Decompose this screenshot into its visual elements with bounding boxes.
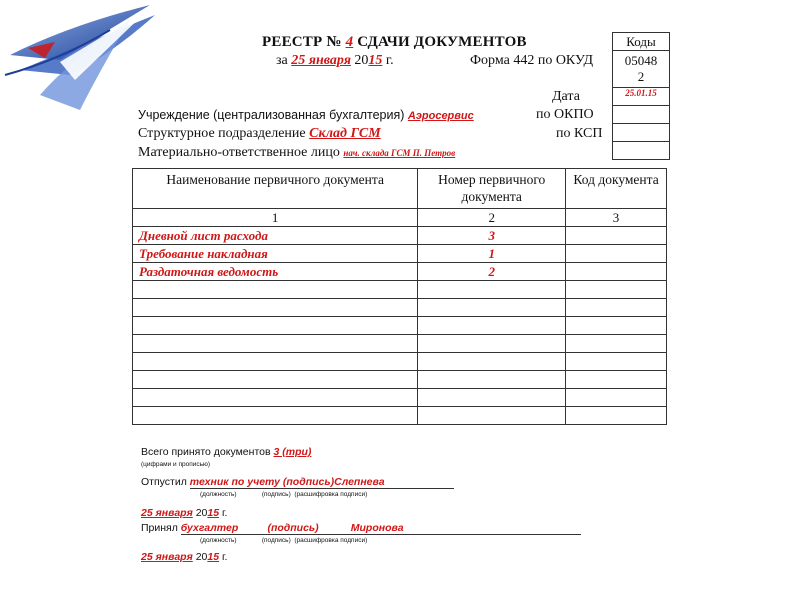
register-number: 4 <box>345 34 354 50</box>
date-code: 25.01.15 <box>613 88 670 106</box>
document-code-cell <box>566 371 667 389</box>
document-number-cell <box>418 299 566 317</box>
okpo-code <box>613 106 670 124</box>
accepted-value: бухгалтер (подпись) Миронова <box>181 522 581 535</box>
released-line: Отпустил техник по учету (подпись)Слепнева <box>141 476 454 489</box>
document-code-cell <box>566 335 667 353</box>
total-hint: (цифрами и прописью) <box>141 461 211 468</box>
ksp-label: по КСП <box>556 126 603 141</box>
document-name-cell: Дневной лист расхода <box>133 227 418 245</box>
document-number-cell <box>418 371 566 389</box>
table-row <box>133 407 667 425</box>
column-index-row: 1 2 3 <box>133 209 667 227</box>
column-header-number: Номер первичного документа <box>418 169 566 209</box>
document-name-cell <box>133 353 418 371</box>
table-row <box>133 353 667 371</box>
document-number-cell: 3 <box>418 227 566 245</box>
document-name-cell <box>133 299 418 317</box>
table-row <box>133 371 667 389</box>
date-label: Дата <box>552 89 580 104</box>
accepted-date: 25 января 2015 г. <box>141 551 228 563</box>
document-name-cell <box>133 335 418 353</box>
document-code-cell <box>566 299 667 317</box>
document-number-cell <box>418 335 566 353</box>
table-row <box>133 227 667 245</box>
document-number-cell: 2 <box>418 263 566 281</box>
table-row <box>133 263 667 281</box>
document-name-cell <box>133 281 418 299</box>
document-name-cell: Требование накладная <box>133 245 418 263</box>
extra-code <box>613 142 670 160</box>
document-code-cell <box>566 281 667 299</box>
table-row <box>133 281 667 299</box>
table-row <box>133 389 667 407</box>
ksp-code <box>613 124 670 142</box>
document-name-cell <box>133 389 418 407</box>
structural-unit-line: Структурное подразделение Склад ГСМ <box>138 126 381 141</box>
okud-code: 05048 2 <box>613 51 670 88</box>
codes-box <box>612 32 670 160</box>
document-code-cell <box>566 227 667 245</box>
document-name-cell: Раздаточная ведомость <box>133 263 418 281</box>
document-number-cell <box>418 353 566 371</box>
document-number-cell <box>418 407 566 425</box>
document-code-cell <box>566 389 667 407</box>
page-title: РЕЕСТР № 4 СДАЧИ ДОКУМЕНТОВ <box>262 34 527 50</box>
responsible-person-value: нач. склада ГСМ П. Петров <box>343 148 456 158</box>
accepted-hint: (должность) (подпись) (расшифровка подписи) <box>200 537 368 544</box>
document-code-cell <box>566 263 667 281</box>
total-line: Всего принято документов 3 (три) <box>141 446 312 458</box>
document-name-cell <box>133 371 418 389</box>
document-code-cell <box>566 245 667 263</box>
airplane-logo-icon <box>0 0 160 120</box>
column-header-name: Наименование первичного документа <box>133 169 418 209</box>
document-code-cell <box>566 407 667 425</box>
table-row <box>133 335 667 353</box>
released-date: 25 января 2015 г. <box>141 507 228 519</box>
institution-value: Аэросервис <box>407 110 474 122</box>
document-name-cell <box>133 317 418 335</box>
okpo-label: по ОКПО <box>536 107 594 122</box>
column-header-code: Код документа <box>566 169 667 209</box>
document-code-cell <box>566 317 667 335</box>
table-row <box>133 245 667 263</box>
released-hint: (должность) (подпись) (расшифровка подписи) <box>200 491 368 498</box>
institution-line: Учреждение (централизованная бухгалтерия) Аэросервис <box>138 108 474 122</box>
table-row <box>133 317 667 335</box>
table-row <box>133 299 667 317</box>
document-number-cell <box>418 281 566 299</box>
total-value: 3 (три) <box>273 446 312 458</box>
document-number-cell <box>418 317 566 335</box>
structural-unit-value: Склад ГСМ <box>309 126 381 141</box>
documents-table <box>132 168 667 425</box>
document-number-cell <box>418 389 566 407</box>
codes-header: Коды <box>613 33 670 51</box>
register-date: за 25 января 2015 г. <box>276 53 394 68</box>
document-name-cell <box>133 407 418 425</box>
document-number-cell: 1 <box>418 245 566 263</box>
released-value: техник по учету (подпись)Слепнева <box>190 476 454 489</box>
form-okud-label: Форма 442 по ОКУД <box>470 53 594 68</box>
responsible-person-line: Материально-ответственное лицо нач. склада ГСМ П. Петров <box>138 145 456 160</box>
accepted-line: Принял бухгалтер (подпись) Миронова <box>141 522 581 535</box>
document-code-cell <box>566 353 667 371</box>
